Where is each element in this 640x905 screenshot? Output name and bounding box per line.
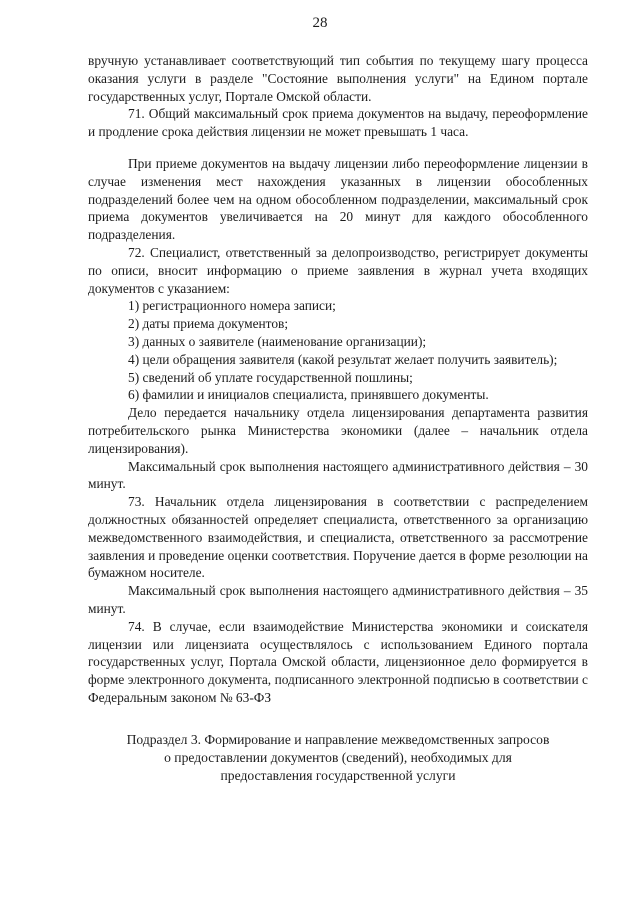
paragraph-continuation: вручную устанавливает соответствующий тип события по текущему шагу процесса оказания услуги в разделе "Состояние выполнения услуги" на Едином портале государственных услуг, Портале Омской области. xyxy=(88,53,588,104)
subsection-heading-line: Подраздел 3. Формирование и направление межведомственных запросов xyxy=(126,731,550,747)
list-item: 4) цели обращения заявителя (какой результат желает получить заявитель); xyxy=(128,351,558,367)
paragraph-73: 73. Начальник отдела лицензирования в соответствии с распределением должностных обязанностей определяет специалиста, ответственного за организацию межведомственного взаимодействия, и специалиста, ответственного за рассмотрение заявления и проведение оценки соответствия. Поручение дается в форме резолюции на бумажном носителе. xyxy=(88,494,588,581)
subsection-heading-line: о предоставлении документов (сведений), необходимых для xyxy=(164,749,512,765)
paragraph-reception-time: При приеме документов на выдачу лицензии либо переоформление лицензии в случае изменения мест нахождения указанных в лицензии обособленных подразделений более чем на одном обособленном подразделении, максимальный срок приема документов увеличивается на 20 минут для каждого обособленного подразделения. xyxy=(88,155,588,243)
document-body xyxy=(88,52,588,785)
list-item: 2) даты приема документов; xyxy=(128,316,289,332)
paragraph-max-time-35: Максимальный срок выполнения настоящего административного действия – 35 минут. xyxy=(88,583,588,616)
subsection-heading-line: предоставления государственной услуги xyxy=(220,767,456,783)
page-number: 28 xyxy=(312,15,328,31)
list-item: 3) данных о заявителе (наименование организации); xyxy=(128,333,427,349)
subsection-heading xyxy=(88,731,588,785)
list-item: 5) сведений об уплате государственной пошлины; xyxy=(128,369,413,385)
paragraph-72: 72. Специалист, ответственный за делопроизводство, регистрирует документы по описи, вносит информацию о приеме заявления в журнал учета входящих документов с указанием: xyxy=(88,244,588,296)
paragraph-71: 71. Общий максимальный срок приема документов на выдачу, переоформление и продление срока действия лицензии не может превышать 1 часа. xyxy=(88,106,588,140)
paragraph-max-time-30: Максимальный срок выполнения настоящего административного действия – 30 минут. xyxy=(88,458,588,492)
list-item: 1) регистрационного номера записи; xyxy=(128,298,336,314)
paragraph-case-transfer: Дело передается начальнику отдела лицензирования департамента развития потребительского рынка Министерства экономики (далее – начальник отдела лицензирования). xyxy=(88,405,588,456)
list-item: 6) фамилии и инициалов специалиста, принявшего документы. xyxy=(128,387,489,403)
paragraph-74: 74. В случае, если взаимодействие Министерства экономики и соискателя лицензии или лицензиата осуществлялось с использованием Единого портала государственных услуг, Портала Омской области, лицензионное дело формируется в форме электронного документа, подписанного электронной подписью в соответствии с Федеральным законом № 63-ФЗ xyxy=(88,618,588,705)
